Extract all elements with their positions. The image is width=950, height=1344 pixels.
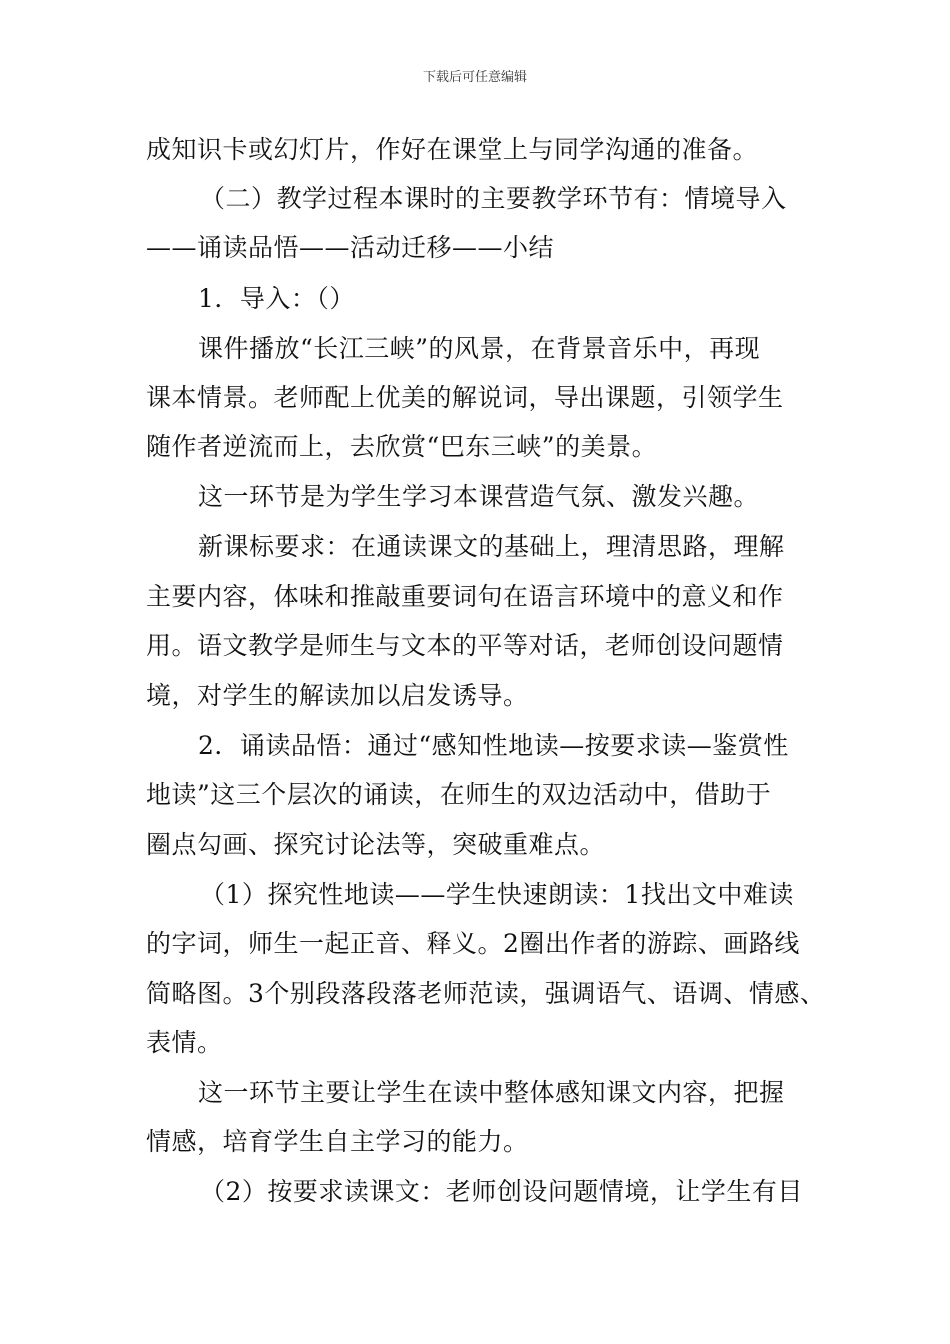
text-line: 用。语文教学是师生与文本的平等对话，老师创设问题情: [146, 631, 784, 660]
text-line: 境，对学生的解读加以启发诱导。: [146, 681, 529, 710]
text-line: 的字词，师生一起正音、释义。2圈出作者的游踪、画路线: [146, 929, 800, 958]
text-line: （1）探究性地读——学生快速朗读：1找出文中难读: [200, 880, 794, 909]
text-line: （2）按要求读课文：老师创设问题情境，让学生有目: [200, 1177, 803, 1206]
text-line: 这一环节是为学生学习本课营造气氛、激发兴趣。: [198, 482, 760, 511]
text-line: 新课标要求：在通读课文的基础上，理清思路，理解: [198, 532, 785, 561]
text-line: 课件播放“长江三峡”的风景，在背景音乐中，再现: [198, 334, 761, 363]
text-line: 随作者逆流而上，去欣赏“巴东三峡”的美景。: [146, 432, 658, 461]
text-line: ——诵读品悟——活动迁移——小结: [146, 233, 555, 262]
page-header: 下载后可任意编辑: [422, 70, 527, 85]
text-line: （二）教学过程本课时的主要教学环节有：情境导入: [200, 184, 787, 213]
text-line: 2．诵读品悟：通过“感知性地读—按要求读—鉴赏性: [198, 731, 789, 760]
text-line: 主要内容，体味和推敲重要词句在语言环境中的意义和作: [146, 582, 784, 611]
text-line: 课本情景。老师配上优美的解说词，导出课题，引领学生: [146, 383, 784, 412]
text-line: 情感，培育学生自主学习的能力。: [146, 1127, 529, 1156]
text-line: 1．导入：（）: [198, 284, 355, 313]
text-line: 这一环节主要让学生在读中整体感知课文内容，把握: [198, 1078, 785, 1107]
text-line: 地读”这三个层次的诵读，在师生的双边活动中，借助于: [146, 780, 772, 809]
text-line: 成知识卡或幻灯片，作好在课堂上与同学沟通的准备。: [146, 135, 759, 164]
text-line: 圈点勾画、探究讨论法等，突破重难点。: [146, 830, 606, 859]
text-line: 表情。: [146, 1028, 223, 1057]
text-line: 简略图。3个别段落段落老师范读，强调语气、语调、情感、: [146, 979, 826, 1008]
